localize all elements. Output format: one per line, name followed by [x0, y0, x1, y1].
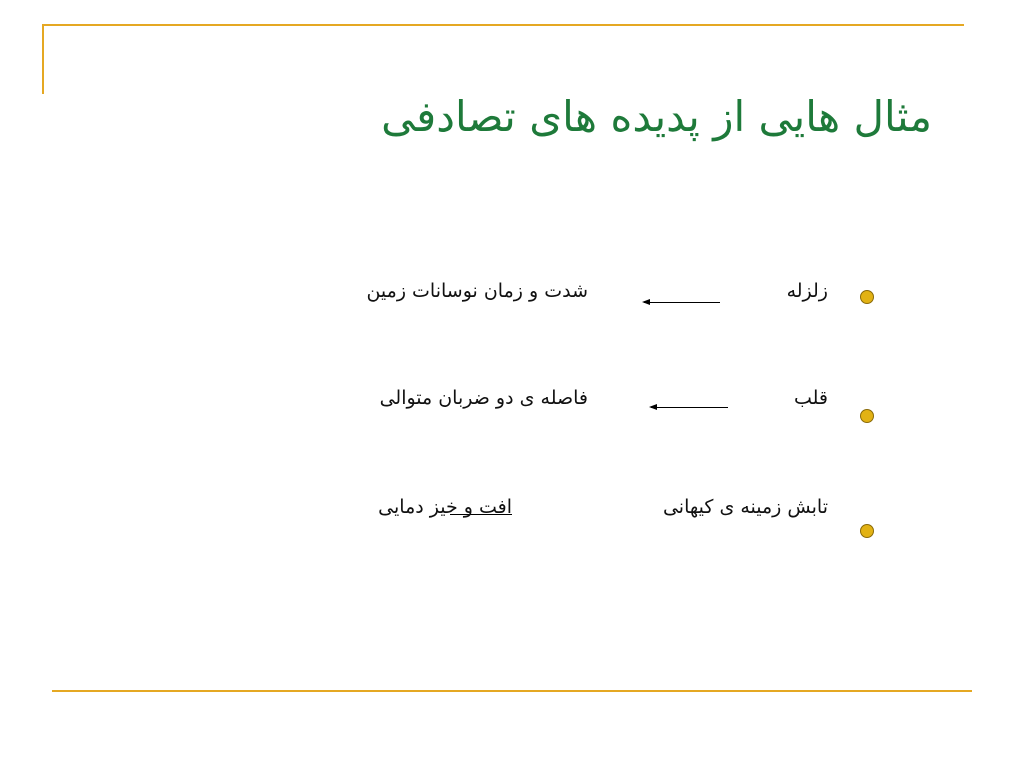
left-arrow-icon [651, 407, 728, 408]
arrow-head-icon [642, 299, 650, 305]
item-term: زلزله [786, 280, 828, 302]
bullet-icon [860, 290, 874, 304]
bullet-icon [860, 524, 874, 538]
item-term: قلب [793, 387, 828, 409]
bullet-icon [860, 409, 874, 423]
left-arrow-icon [644, 302, 720, 303]
item-term: تابش زمینه ی کیهانی [662, 496, 828, 518]
frame-bottom-line [52, 690, 972, 692]
item-description: فاصله ی دو ضربان متوالی [379, 387, 588, 409]
slide-title: مثال هایی از پدیده های تصادفی [381, 92, 932, 141]
arrow-head-icon [649, 404, 657, 410]
item-description: افت و خیز دمایی [378, 496, 512, 518]
frame-top-line [42, 24, 964, 26]
item-description: شدت و زمان نوسانات زمین [366, 280, 588, 302]
frame-left-line [42, 24, 44, 94]
